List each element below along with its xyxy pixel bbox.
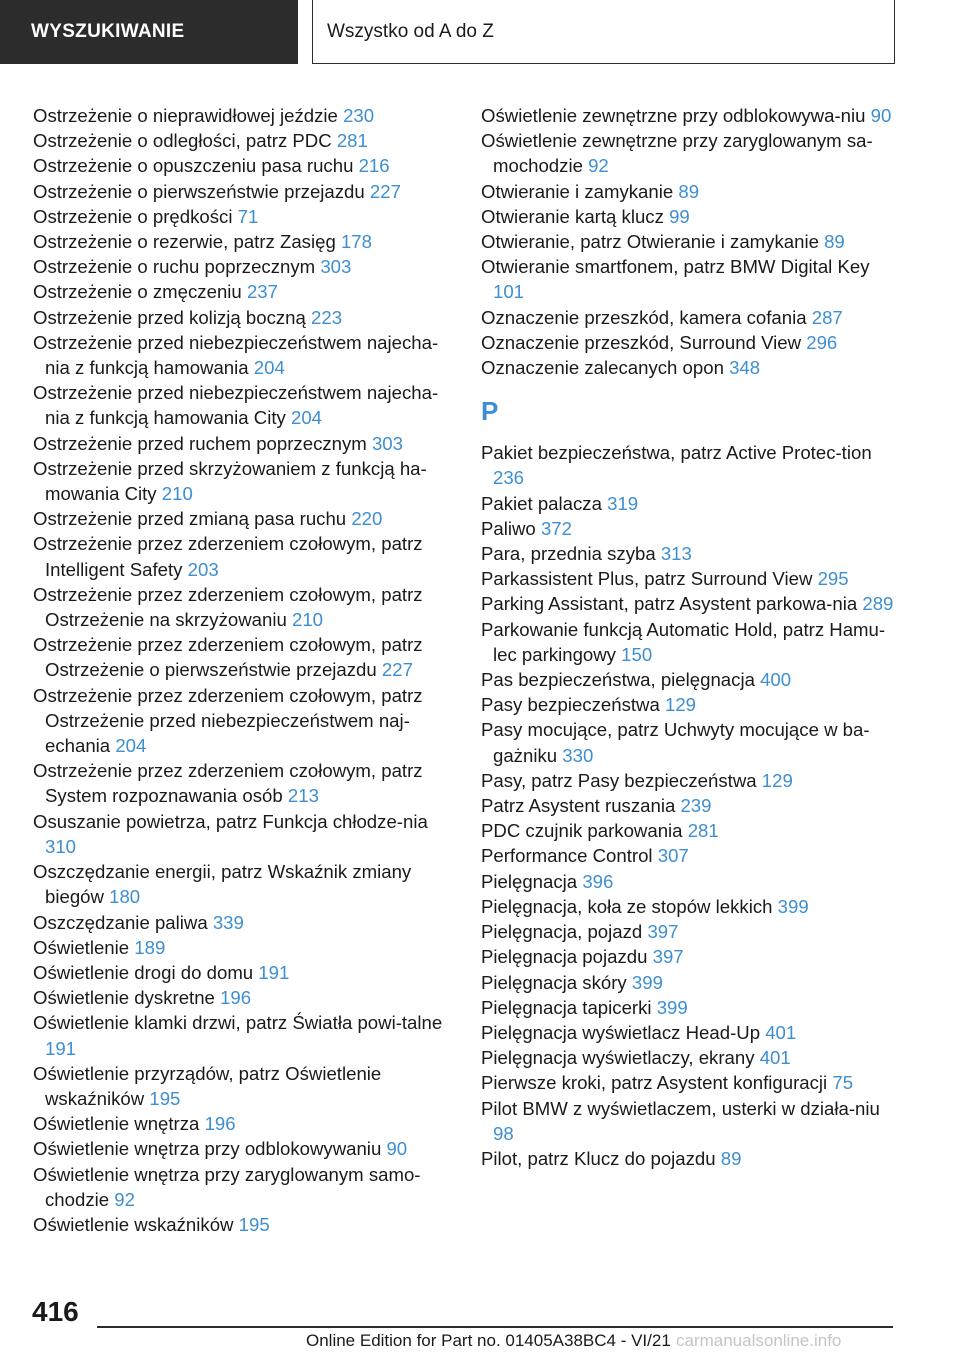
page-link[interactable]: 101	[493, 281, 525, 303]
footer-divider	[97, 1326, 893, 1328]
entry-text: Ostrzeżenie przed kolizją boczną	[33, 306, 306, 328]
entry-text: Ostrzeżenie przed zmianą pasa ruchu	[33, 508, 347, 530]
page-link[interactable]: 92	[114, 1188, 135, 1210]
index-entry	[33, 859, 453, 909]
index-entry	[33, 960, 453, 985]
index-entry	[481, 204, 901, 229]
page-link[interactable]: 213	[287, 785, 319, 807]
entry-text: Parking Assistant, patrz Asystent parkowa-nia	[481, 593, 858, 615]
page-link[interactable]: 203	[187, 558, 219, 580]
page-link[interactable]: 191	[45, 1037, 77, 1059]
index-entry	[481, 229, 901, 254]
entry-text: Pielęgnacja, koła ze stopów lekkich	[481, 895, 773, 917]
index-entry	[33, 305, 453, 330]
entry-text: Pakiet bezpieczeństwa, patrz Active Protec-tion	[481, 442, 872, 464]
section-tab	[0, 0, 298, 64]
index-entry	[481, 768, 901, 793]
index-entry	[33, 431, 453, 456]
entry-text: Ostrzeżenie o pierwszeństwie przejazdu	[33, 180, 365, 202]
page-link[interactable]: 281	[336, 130, 368, 152]
entry-text: Oświetlenie zewnętrzne przy odblokowywa-niu	[481, 105, 866, 126]
index-entry	[481, 566, 901, 591]
page-link[interactable]: 295	[817, 568, 849, 590]
page-link[interactable]: 204	[115, 735, 147, 757]
page-link[interactable]: 196	[220, 987, 252, 1009]
page-link[interactable]: 348	[729, 357, 761, 379]
index-entry	[33, 456, 453, 506]
page-link[interactable]: 227	[369, 180, 401, 202]
index-entry	[481, 591, 901, 616]
index-entry	[33, 1111, 453, 1136]
page-link[interactable]: 303	[320, 256, 352, 278]
entry-text: Pielęgnacja pojazdu	[481, 946, 648, 968]
index-entry	[481, 440, 901, 490]
page-link[interactable]: 196	[204, 1113, 236, 1135]
index-entry	[481, 254, 901, 304]
page-link[interactable]: 307	[657, 845, 689, 867]
entry-text: Performance Control	[481, 845, 653, 867]
page-link[interactable]: 239	[680, 795, 712, 817]
entry-text: Oświetlenie drogi do domu	[33, 961, 254, 983]
page-link[interactable]: 189	[134, 936, 166, 958]
page-link[interactable]: 237	[246, 281, 278, 303]
entry-text: Pielęgnacja, pojazd	[481, 921, 643, 943]
page-link[interactable]: 289	[862, 593, 894, 615]
index-column-left	[33, 103, 453, 1237]
index-entry	[33, 531, 453, 581]
index-entry	[33, 179, 453, 204]
page-link[interactable]: 296	[806, 331, 838, 353]
index-entry	[33, 380, 453, 430]
index-entry	[33, 254, 453, 279]
index-entry	[481, 692, 901, 717]
index-entry	[33, 1212, 453, 1237]
section-label: WYSZUKIWANIE	[31, 21, 185, 42]
page-link[interactable]: 150	[621, 643, 653, 665]
page-link[interactable]: 129	[761, 769, 793, 791]
page-link[interactable]: 396	[582, 870, 614, 892]
entry-text: Oświetlenie wnętrza przy zaryglowanym samo-chodzie	[33, 1163, 421, 1210]
page-link[interactable]: 401	[759, 1047, 791, 1069]
entry-text: Pielęgnacja skóry	[481, 971, 627, 993]
entry-text: Patrz Asystent ruszania	[481, 795, 676, 817]
entry-text: Otwieranie i zamykanie	[481, 180, 674, 202]
page-link[interactable]: 313	[660, 543, 692, 565]
page-link[interactable]: 129	[664, 694, 697, 716]
page-link[interactable]: 399	[656, 996, 688, 1018]
entry-text: Ostrzeżenie o zmęczeniu	[33, 281, 242, 303]
index-column-right	[481, 103, 901, 1171]
entry-text: Pasy bezpieczeństwa	[481, 694, 660, 716]
entry-text: Oszczędzanie energii, patrz Wskaźnik zmiany biegów	[33, 861, 412, 908]
index-entry	[481, 818, 901, 843]
entry-text: Ostrzeżenie o nieprawidłowej jeździe	[33, 105, 338, 126]
index-entry	[481, 516, 901, 541]
entry-text: Pasy mocujące, patrz Uchwyty mocujące w ba-gażniku	[481, 719, 870, 766]
index-entry	[33, 582, 453, 632]
index-entry	[33, 128, 453, 153]
page-link[interactable]: 230	[343, 105, 375, 126]
page-link[interactable]: 89	[678, 180, 700, 202]
index-entry	[481, 330, 901, 355]
watermark: carmanualsonline.info	[676, 1331, 842, 1350]
entry-text: Oznaczenie zalecanych opon	[481, 357, 724, 379]
entry-text: Pilot, patrz Klucz do pojazdu	[481, 1147, 716, 1169]
page-link[interactable]: 216	[358, 155, 390, 177]
index-entry	[481, 919, 901, 944]
entry-text: Ostrzeżenie przed ruchem poprzecznym	[33, 432, 367, 454]
entry-text: Ostrzeżenie o ruchu poprzecznym	[33, 256, 316, 278]
page-link[interactable]: 90	[386, 1138, 408, 1160]
page-link[interactable]: 397	[652, 946, 684, 968]
entry-text: Otwieranie kartą klucz	[481, 205, 664, 227]
page-link[interactable]: 191	[258, 961, 290, 983]
page-link[interactable]: 98	[493, 1122, 514, 1144]
index-entry	[33, 910, 453, 935]
page-link[interactable]: 204	[290, 407, 323, 429]
entry-text: Ostrzeżenie przed niebezpieczeństwem najecha-nia z funkcją hamowania City	[33, 382, 439, 429]
page-link[interactable]: 89	[824, 231, 845, 253]
index-entry	[33, 1010, 453, 1060]
entry-text: Oświetlenie wskaźników	[33, 1213, 234, 1235]
index-entry	[33, 809, 453, 859]
entry-text: Pielęgnacja	[481, 870, 578, 892]
page-link[interactable]: 204	[253, 357, 285, 379]
entry-text: Ostrzeżenie przez zderzeniem czołowym, patrz System rozpoznawania osób	[33, 760, 423, 807]
index-entry	[481, 970, 901, 995]
index-entry	[481, 995, 901, 1020]
page-link[interactable]: 330	[562, 744, 594, 766]
entry-text: Oświetlenie klamki drzwi, patrz Światła powi-talne	[33, 1012, 443, 1034]
entry-text: Ostrzeżenie przed skrzyżowaniem z funkcją ha-mowania City	[33, 457, 427, 505]
chapter-title-tab	[312, 0, 895, 64]
page-link[interactable]: 92	[588, 155, 609, 177]
page-link[interactable]: 372	[540, 517, 572, 539]
index-entry	[481, 355, 901, 380]
page-link[interactable]: 303	[371, 432, 403, 454]
entry-text: Pas bezpieczeństwa, pielęgnacja	[481, 669, 755, 691]
entry-text: Pielęgnacja wyświetlacz Head-Up	[481, 1021, 761, 1043]
entry-text: Ostrzeżenie o odległości, patrz PDC	[33, 130, 332, 152]
index-entry	[481, 128, 901, 178]
index-entry	[33, 683, 453, 759]
entry-text: Ostrzeżenie o opuszczeniu pasa ruchu	[33, 155, 354, 177]
index-entry	[481, 541, 901, 566]
entry-text: Parkassistent Plus, patrz Surround View	[481, 568, 813, 590]
page-link[interactable]: 310	[45, 835, 77, 857]
index-entry	[481, 491, 901, 516]
entry-text: Pierwsze kroki, patrz Asystent konfiguracji	[481, 1072, 828, 1094]
index-entry	[33, 153, 453, 178]
entry-text: Otwieranie, patrz Otwieranie i zamykanie	[481, 231, 819, 253]
entry-text: Parkowanie funkcją Automatic Hold, patrz Hamu-lec parkingowy	[481, 618, 886, 665]
index-entry	[481, 179, 901, 204]
index-entry	[33, 103, 453, 128]
page-link[interactable]: 75	[832, 1072, 854, 1094]
index-entry	[481, 717, 901, 767]
page-link[interactable]: 287	[811, 306, 843, 328]
index-entry	[481, 1070, 901, 1095]
entry-text: Oświetlenie dyskretne	[33, 987, 215, 1009]
page-link[interactable]: 223	[311, 306, 343, 328]
page-link[interactable]: 178	[340, 231, 372, 253]
index-entry	[481, 1096, 901, 1146]
index-entry	[481, 944, 901, 969]
entry-text: Osuszanie powietrza, patrz Funkcja chłodze-nia	[33, 810, 428, 832]
entry-text: Ostrzeżenie przed niebezpieczeństwem najecha-nia z funkcją hamowania	[33, 331, 439, 379]
index-entry	[33, 279, 453, 304]
entry-text: Pasy, patrz Pasy bezpieczeństwa	[481, 769, 757, 791]
entry-text: Oświetlenie	[33, 936, 130, 958]
entry-text: Pielęgnacja tapicerki	[481, 996, 652, 1018]
chapter-title: Wszystko od A do Z	[327, 20, 494, 42]
index-entry	[33, 935, 453, 960]
page-number: 416	[32, 1296, 79, 1327]
page-link[interactable]: 236	[493, 467, 525, 489]
page-link[interactable]: 180	[109, 886, 141, 908]
index-entry	[481, 617, 901, 667]
page-link[interactable]: 71	[237, 205, 259, 227]
entry-text: Ostrzeżenie przez zderzeniem czołowym, patrz Intelligent Safety	[33, 533, 423, 580]
page-link[interactable]: 227	[381, 659, 413, 681]
page-link[interactable]: 89	[720, 1147, 742, 1169]
entry-text: Paliwo	[481, 517, 536, 539]
page-link[interactable]: 281	[687, 820, 719, 842]
index-entry	[33, 985, 453, 1010]
index-group-p	[481, 440, 901, 1171]
page-link[interactable]: 401	[765, 1021, 797, 1043]
index-entry	[33, 758, 453, 808]
entry-text: Ostrzeżenie przez zderzeniem czołowym, patrz Ostrzeżenie przed niebezpieczeństwem naj-echania	[33, 684, 423, 757]
page-link[interactable]: 195	[238, 1213, 270, 1235]
page-link[interactable]: 220	[351, 508, 383, 530]
page-link[interactable]: 397	[647, 921, 679, 943]
page-link[interactable]: 319	[607, 492, 639, 514]
index-entry	[481, 103, 901, 128]
page-link[interactable]: 90	[870, 105, 892, 126]
entry-text: Ostrzeżenie przez zderzeniem czołowym, patrz Ostrzeżenie na skrzyżowaniu	[33, 583, 423, 631]
page-link[interactable]: 99	[669, 205, 690, 227]
entry-text: Oświetlenie wnętrza	[33, 1113, 200, 1135]
entry-text: Ostrzeżenie o prędkości	[33, 205, 233, 227]
index-entry	[481, 667, 901, 692]
entry-text: Pielęgnacja wyświetlaczy, ekrany	[481, 1047, 755, 1069]
page-link[interactable]: 399	[631, 971, 663, 993]
page-link[interactable]: 399	[777, 895, 809, 917]
page-link[interactable]: 400	[760, 669, 792, 691]
index-entry	[33, 1136, 453, 1161]
edition-text: Online Edition for Part no. 01405A38BC4 - VI/21	[306, 1331, 671, 1350]
entry-text: Oświetlenie wnętrza przy odblokowywaniu	[33, 1138, 382, 1160]
entry-text: Para, przednia szyba	[481, 543, 656, 565]
index-entry	[481, 1045, 901, 1070]
entry-text: Pilot BMW z wyświetlaczem, usterki w działa-niu	[481, 1097, 880, 1119]
entry-text: Oświetlenie przyrządów, patrz Oświetlenie wskaźników	[33, 1062, 382, 1109]
index-entry	[481, 305, 901, 330]
index-entry	[481, 894, 901, 919]
entry-text: Ostrzeżenie przez zderzeniem czołowym, patrz Ostrzeżenie o pierwszeństwie przejazdu	[33, 634, 423, 681]
index-entry	[33, 204, 453, 229]
index-entry	[481, 843, 901, 868]
entry-text: Oznaczenie przeszkód, kamera cofania	[481, 306, 807, 328]
page-link[interactable]: 210	[292, 609, 324, 631]
entry-text: Otwieranie smartfonem, patrz BMW Digital Key	[481, 256, 870, 278]
index-entry	[481, 1146, 901, 1171]
entry-text: Oznaczenie przeszkód, Surround View	[481, 331, 802, 353]
entry-text: Oszczędzanie paliwa	[33, 911, 208, 933]
entry-text: Pakiet palacza	[481, 492, 602, 514]
index-entry	[481, 869, 901, 894]
index-entry	[481, 1020, 901, 1045]
entry-text: Oświetlenie zewnętrzne przy zaryglowanym sa-mochodzie	[481, 130, 873, 177]
section-letter: P	[481, 396, 499, 427]
index-entry	[33, 330, 453, 380]
entry-text: Ostrzeżenie o rezerwie, patrz Zasięg	[33, 231, 336, 253]
index-entry	[33, 1162, 453, 1212]
index-group-o	[481, 103, 901, 380]
index-entry	[33, 506, 453, 531]
index-entry	[33, 1061, 453, 1111]
page-link[interactable]: 339	[212, 911, 244, 933]
index-entry	[33, 632, 453, 682]
page-header	[0, 0, 960, 66]
page-link[interactable]: 210	[161, 483, 193, 505]
index-entry	[481, 793, 901, 818]
page-link[interactable]: 195	[149, 1087, 181, 1109]
entry-text: PDC czujnik parkowania	[481, 820, 683, 842]
index-entry	[33, 229, 453, 254]
